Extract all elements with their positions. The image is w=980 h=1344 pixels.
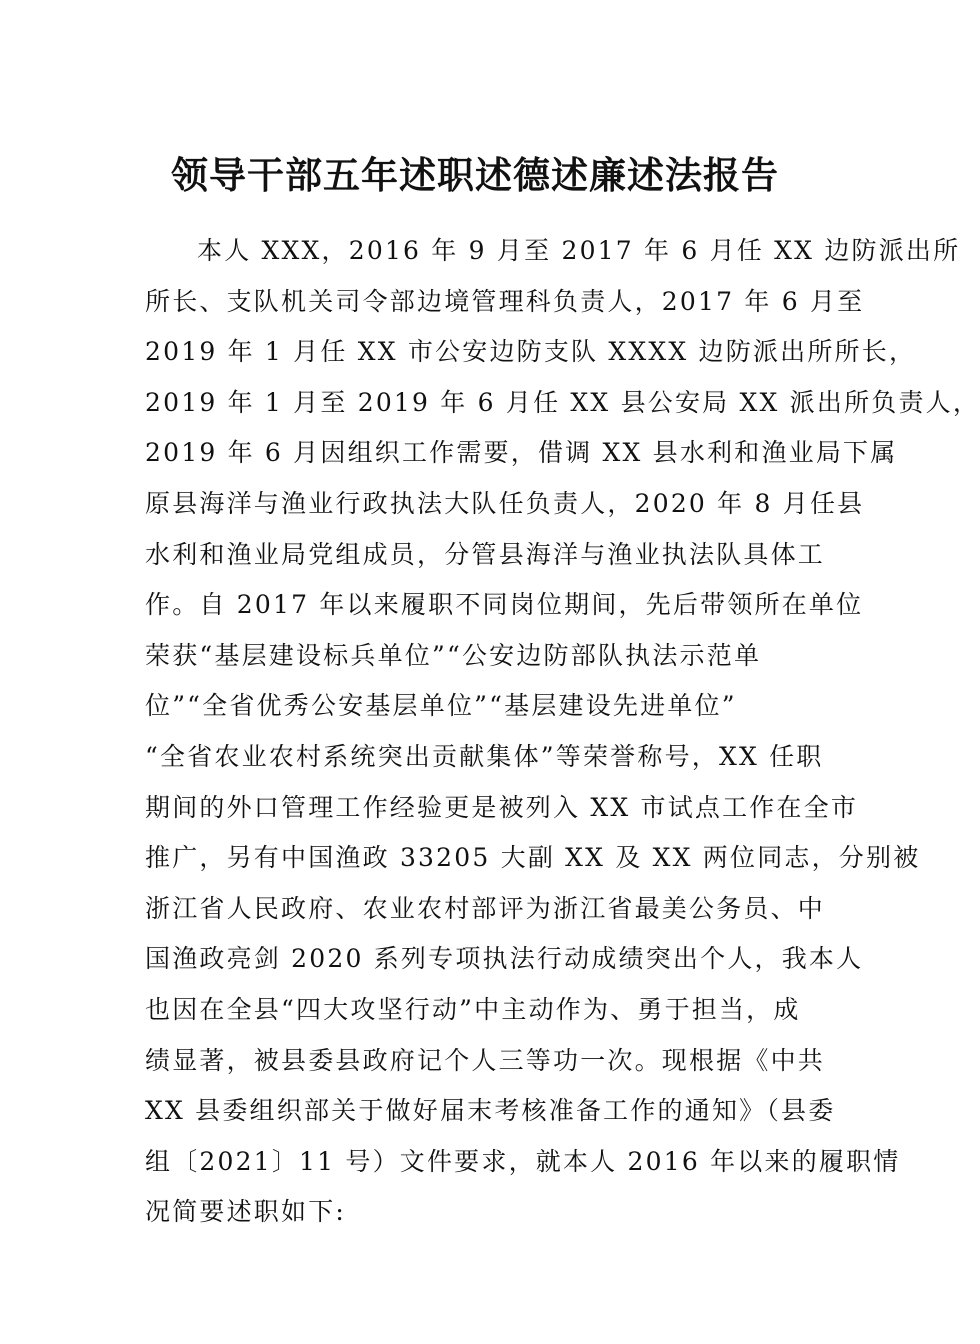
paragraph-line: 荣获“基层建设标兵单位”“公安边防部队执法示范单 — [145, 640, 762, 670]
paragraph-line: 水利和渔业局党组成员，分管县海洋与渔业执法队具体工 — [145, 539, 826, 569]
paragraph-line: 浙江省人民政府、农业农村部评为浙江省最美公务员、中 — [145, 893, 826, 923]
paragraph-line: 位”“全省优秀公安基层单位”“基层建设先进单位” — [145, 691, 737, 721]
paragraph-line: 所长、支队机关司令部边境管理科负责人，2017 年 6 月至 — [145, 286, 865, 316]
paragraph-line: 绩显著，被县委县政府记个人三等功一次。现根据《中共 — [145, 1045, 826, 1075]
paragraph-line: 2019 年 6 月因组织工作需要，借调 XX 县水利和渔业局下属 — [145, 438, 898, 468]
body-paragraph — [145, 226, 980, 1238]
paragraph-line: 本人 XXX，2016 年 9 月至 2017 年 6 月任 XX 边防派出所 — [197, 236, 961, 265]
paragraph-line: “全省农业农村系统突出贡献集体”等荣誉称号，XX 任职 — [145, 741, 824, 771]
paragraph-line: 原县海洋与渔业行政执法大队任负责人，2020 年 8 月任县 — [145, 488, 865, 518]
paragraph-line: 组〔2021〕11 号）文件要求，就本人 2016 年以来的履职情 — [145, 1146, 901, 1176]
paragraph-line: 2019 年 1 月任 XX 市公安边防支队 XXXX 边防派出所所长， — [145, 337, 917, 367]
paragraph-line: 期间的外口管理工作经验更是被列入 XX 市试点工作在全市 — [145, 792, 859, 822]
document-title: 领导干部五年述职述德述廉述法报告 — [171, 154, 779, 197]
paragraph-line: 2019 年 1 月至 2019 年 6 月任 XX 县公安局 XX 派出所负责人， — [145, 387, 980, 417]
paragraph-line: 也因在全县“四大攻坚行动”中主动作为、勇于担当，成 — [145, 994, 801, 1024]
paragraph-line: 况简要述职如下: — [145, 1197, 347, 1227]
paragraph-line: 国渔政亮剑 2020 系列专项执法行动成绩突出个人，我本人 — [145, 944, 864, 974]
paragraph-line: 推广，另有中国渔政 33205 大副 XX 及 XX 两位同志，分别被 — [145, 843, 921, 873]
paragraph-line: 作。自 2017 年以来履职不同岗位期间，先后带领所在单位 — [145, 590, 864, 620]
paragraph-line: XX 县委组织部关于做好届末考核准备工作的通知》（县委 — [145, 1096, 836, 1126]
